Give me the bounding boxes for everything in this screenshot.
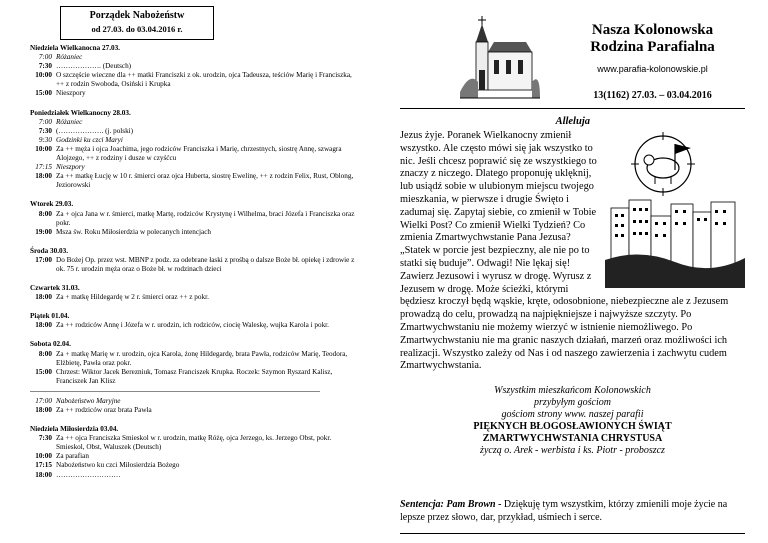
mass-time: 18:00 [35,406,52,414]
mass-intention: Za ++ rodziców oraz brata Pawła [56,406,152,414]
schedule-row [30,62,360,71]
mass-intention: Nieszpory [56,163,85,172]
mass-time: 8:00 [38,209,52,218]
schedule-row [30,118,360,127]
schedule-day [30,247,360,274]
mass-intention: Nabożeństwo Maryjne [56,396,121,405]
mass-time: 7:30 [38,434,52,443]
mass-intention: Za ++ matkę Łucję w 10 r. śmierci oraz ojca Huberta, siostrę Ewelinę, ++ z rodzin Felix, Rust, Oblong, Jeziorowski [56,172,354,190]
divider [30,391,320,392]
schedule-row [30,397,360,406]
schedule-day [30,340,360,415]
mass-intention: Do Bożej Op. przez wst. MBNP z podz. za odebrane łaski z prośbą o dalsze Boże bł. opiekę i zdrowie z ok. 75 r. urodzin męża oraz o Boże bł. w rodzinach dzieci [56,255,355,273]
schedule-row [30,127,360,136]
wishes-line1: Wszystkim mieszkańcom Kolonowskich [494,385,651,396]
mass-time: 8:00 [38,349,52,358]
day-heading: Wtorek 29.03. [30,200,74,209]
wishes-line6: życzą o. Arek - werbista i ks. Piotr - proboszcz [480,445,665,456]
mass-time: 7:30 [38,62,52,71]
mass-time: 7:30 [38,126,52,135]
mass-time: 10:00 [35,71,52,80]
parish-name-line2: Rodzina Parafialna [590,39,715,55]
schedule-dates: od 27.03. do 03.04.2016 r. [91,24,183,34]
schedule-row [30,136,360,145]
mass-time: 17:00 [35,396,52,405]
schedule-day [30,44,360,99]
schedule-row [30,452,360,461]
mass-intention: Za ++ męża i ojca Joachima, jego rodziców Franciszka i Marię, chrzestnych, siostrę Annę, szwagra Alojzego, ++ z rodziny i dusze w czyśćcu [56,144,342,163]
mass-intention: Za ++ rodziców Annę i Józefa w r. urodzin, ich rodziców, ciocię Waleskę, wujka Karola i pokr. [56,321,329,330]
mass-time: 17:15 [35,163,52,172]
schedule-row [30,210,360,228]
schedule-row [30,145,360,163]
mass-time: 19:00 [35,227,52,236]
schedule-row [30,256,360,274]
sentence-text: Dziękuję tym wszystkim, którzy zmienili moje życie na lepsze przez słowo, dar, przykład, uśmiech i serce. [400,499,728,523]
day-heading: Środa 30.03. [30,246,69,255]
mass-intention: Za + matkę Hildegardę w 2 r. śmierci oraz ++ z pokr. [56,293,209,302]
day-heading: Niedziela Wielkanocna 27.03. [30,44,120,52]
easter-wishes [400,385,745,457]
schedule-row [30,163,360,172]
schedule-header-box [60,6,214,40]
mass-intention: Za parafian [56,452,89,461]
lamb-city-illustration [605,130,745,288]
schedule-row [30,89,360,98]
sentence-label: Sentencja: Pam Brown - [400,499,502,510]
mass-intention: Za + ojca Jana w r. śmierci, matkę Martę, rodziców Krystynę i Wilhelma, braci Józefa i Franciszka oraz pokr. [56,209,355,227]
divider [400,108,745,109]
parish-title-block [560,22,745,101]
mass-intention: Godzinki ku czci Maryi [56,135,123,144]
day-heading: Piątek 01.04. [30,312,70,321]
day-heading: Sobota 02.04. [30,340,71,349]
mass-intention: Chrzest: Wiktor Jacek Berezniuk, Tomasz Franciszek Krupka. Roczek: Szymon Ryszard Kalisz, Franciszek Jan Klisz [56,367,333,385]
schedule-row [30,321,360,330]
mass-time: 7:00 [38,53,52,62]
mass-time: 17:15 [35,461,52,470]
mass-time: 18:00 [35,470,52,479]
mass-time: 17:00 [35,255,52,264]
mass-intention: (………………. (j. polski) [56,126,134,135]
mass-time: 15:00 [35,89,52,98]
mass-intention: ……………………… [56,470,121,479]
mass-time: 7:00 [38,117,52,126]
schedule-day [30,284,360,302]
mass-time: 9:30 [38,135,52,144]
schedule-row [30,228,360,237]
schedule-row [30,368,360,386]
mass-intention: Za ++ ojca Franciszka Smieskol w r. urodzin, matkę Różę, ojca Jerzego, ks. Jerzego Obst, pokr. Smieskol, Obst, Waluszek (Deutsch) [56,434,332,452]
church-illustration [460,12,540,100]
schedule-day [30,109,360,191]
schedule-row [30,172,360,190]
schedule-row [30,350,360,368]
article-heading: Alleluja [555,116,590,127]
wishes-line5: ZMARTWYCHWSTANIA CHRYSTUSA [482,433,663,444]
schedule-row [30,471,360,480]
mass-time: 18:00 [35,321,52,330]
mass-intention: Msza św. Roku Miłosierdzia w polecanych intencjach [56,227,212,236]
wishes-line2: przybyłym gościom [534,397,611,408]
day-heading: Poniedziałek Wielkanocny 28.03. [30,108,131,117]
wishes-line4: PIĘKNYCH BŁOGOSŁAWIONYCH ŚWIĄT [473,421,672,432]
day-heading: Niedziela Miłosierdzia 03.04. [30,425,119,434]
mass-time: 10:00 [35,144,52,153]
parish-url[interactable]: www.parafia-kolonowskie.pl [597,64,708,74]
mass-time: 15:00 [35,367,52,376]
schedule-row [30,406,360,415]
schedule-row [30,434,360,452]
bottom-divider [400,533,745,534]
mass-intention: Różaniec [56,53,83,62]
mass-schedule [30,44,360,490]
schedule-row [30,461,360,470]
schedule-day [30,200,360,236]
issue-number: 13(1162) 27.03. – 03.04.2016 [593,90,712,101]
mass-intention: O szczęście wieczne dla ++ matki Franciszki z ok. urodzin, ojca Tadeusza, teściów Marię i Franciszka, ++ z rodzin Swoboda, Osiński i Krupka [56,71,352,89]
schedule-row [30,293,360,302]
sentence-quote [400,498,745,524]
mass-intention: Nieszpory [56,89,86,98]
schedule-day [30,312,360,330]
mass-time: 18:00 [35,293,52,302]
schedule-row [30,53,360,62]
mass-time: 18:00 [35,172,52,181]
schedule-row [30,71,360,89]
mass-intention: Różaniec [56,117,83,126]
mass-time: 10:00 [35,452,52,461]
day-heading: Czwartek 31.03. [30,284,80,293]
schedule-title: Porządek Nabożeństw [89,10,185,21]
parish-name-line1: Nasza Kolonowska [591,22,714,38]
mass-intention: ………………. (Deutsch) [56,62,132,71]
article-body-text: Jezus żyje. Poranek Wielkanocny zmienił wszystko. Ale często mówi się jak wszystko to nic. Jeśli chcesz poprawić się ze wszystkiego to znaczy z niczego. Dlatego proponuję uklęknij, lub usiądź sobie w ulubionym miejscu twojego mieszkania, w pierwsze i drugie Święto i zadumaj się. Zapytaj siebie, co zmienił w Tobie Wielki Post? Co zmienił Wielki Tydzień? Co zmienia Zmartwychwstanie Pana Jezusa? „Statek w porcie jest bezpieczny, ale nie po to statki się buduje”. Odwagi! Nie lękaj się! Zawierz Jezusowi i wyrusz w drogę. Wyrusz z Jezusem w drogę. Może ścieżki, którymi będziesz kroczył będą wąskie, kręte, odosobnione, niebezpieczne ale z Jezusem prowadzą do celu, prowadzą na najpiękniejsze i najwyższe szczyty. Po Zmartwychwstaniu nie możemy wierzyć w istnienie niemożliwego. Po Zmartwychwstaniu nie ma granic naszych działań, marzeń oraz możliwości ich realizacji. Wszystko zależy od Nas i od naszego zawierzenia i zachwytu cudem Zmartwychwstania. [400,130,729,372]
mass-intention: Za + matkę Marię w r. urodzin, ojca Karola, żonę Hildegardę, brata Pawła, rodziców Marię, Teodora, Elżbietę, Pawła oraz pokr. [56,349,348,367]
wishes-line3: gościom strony www. naszej parafii [501,409,644,420]
schedule-day [30,425,360,480]
mass-intention: Nabożeństwo ku czci Miłosierdzia Bożego [56,461,180,470]
article-body [400,130,745,373]
